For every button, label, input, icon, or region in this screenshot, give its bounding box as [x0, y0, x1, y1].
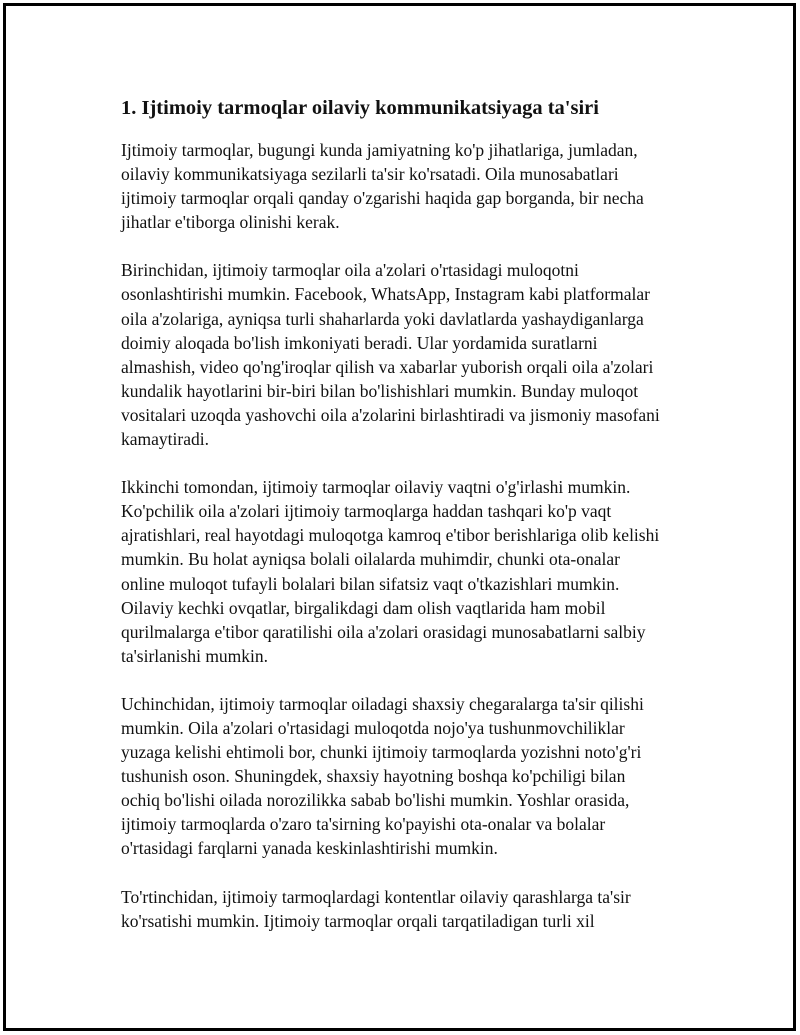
- text-line: mumkin. Oila a'zolari o'rtasidagi muloqotda nojo'ya tushunmovchiliklar: [121, 717, 625, 738]
- text-line: doimiy aloqada bo'lish imkoniyati beradi. Ular yordamida suratlarni: [121, 332, 598, 353]
- paragraph-intro: [121, 138, 696, 234]
- text-line: Ikkinchi tomondan, ijtimoiy tarmoqlar oilaviy vaqtni o'g'irlashi mumkin.: [121, 477, 631, 498]
- text-line: qurilmalarga e'tibor qaratilishi oila a'zolari orasidagi munosabatlarni salbiy: [121, 621, 646, 642]
- text-line: yuzaga kelishi ehtimoli bor, chunki ijtimoiy tarmoqlarda yozishni noto'g'ri: [121, 742, 642, 763]
- text-line: oila a'zolariga, ayniqsa turli shaharlarda yoki davlatlarda yashaydiganlarga: [121, 308, 644, 329]
- text-line: ochiq bo'lishi oilada norozilikka sabab bo'lishi mumkin. Yoshlar orasida,: [121, 790, 630, 811]
- text-line: Uchinchidan, ijtimoiy tarmoqlar oiladagi shaxsiy chegaralarga ta'sir qilishi: [121, 693, 644, 714]
- page-frame: [3, 3, 796, 1031]
- text-line: Birinchidan, ijtimoiy tarmoqlar oila a'zolari o'rtasidagi muloqotni: [121, 260, 579, 281]
- text-line: jihatlar e'tiborga olinishi kerak.: [121, 212, 340, 233]
- text-line: ta'sirlanishi mumkin.: [121, 645, 269, 666]
- text-line: o'rtasidagi farqlarni yanada keskinlashtirishi mumkin.: [121, 838, 498, 859]
- text-line: kundalik hayotlarini bir-biri bilan bo'lishishlari mumkin. Bunday muloqot: [121, 380, 639, 401]
- paragraph-first-point: [121, 258, 696, 451]
- text-line: ajratishlari, real hayotdagi muloqotga kamroq e'tibor berishlariga olib kelishi: [121, 525, 660, 546]
- text-line: mumkin. Bu holat ayniqsa bolali oilalarda muhimdir, chunki ota-onalar: [121, 549, 620, 570]
- document-body: [121, 94, 696, 957]
- paragraph-third-point: [121, 692, 696, 861]
- paragraph-second-point: [121, 475, 696, 668]
- text-line: tushunish oson. Shuningdek, shaxsiy hayotning boshqa ko'pchiligi bilan: [121, 766, 626, 787]
- text-line: Oilaviy kechki ovqatlar, birgalikdagi dam olish vaqtlarida ham mobil: [121, 597, 606, 618]
- text-line: ijtimoiy tarmoqlar orqali qanday o'zgarishi haqida gap borganda, bir necha: [121, 188, 644, 209]
- text-line: Ko'pchilik oila a'zolari ijtimoiy tarmoqlarga haddan tashqari ko'p vaqt: [121, 501, 612, 522]
- text-line: online muloqot tufayli bolalari bilan sifatsiz vaqt o'tkazishlari mumkin.: [121, 573, 620, 594]
- text-line: To'rtinchidan, ijtimoiy tarmoqlardagi kontentlar oilaviy qarashlarga ta'sir: [121, 886, 631, 907]
- text-line: almashish, video qo'ng'iroqlar qilish va xabarlar yuborish orqali oila a'zolari: [121, 356, 654, 377]
- text-line: osonlashtirishi mumkin. Facebook, WhatsApp, Instagram kabi platformalar: [121, 284, 650, 305]
- text-line: Ijtimoiy tarmoqlar, bugungi kunda jamiyatning ko'p jihatlariga, jumladan,: [121, 140, 638, 160]
- text-line: ko'rsatishi mumkin. Ijtimoiy tarmoqlar orqali tarqatiladigan turli xil: [121, 910, 595, 931]
- text-line: oilaviy kommunikatsiyaga sezilarli ta'sir ko'rsatadi. Oila munosabatlari: [121, 164, 619, 185]
- paragraph-fourth-point: [121, 885, 696, 933]
- text-line: ijtimoiy tarmoqlarda o'zaro ta'sirning ko'payishi ota-onalar va bolalar: [121, 814, 606, 835]
- section-heading: 1. Ijtimoiy tarmoqlar oilaviy kommunikatsiyaga ta'siri: [121, 97, 599, 119]
- text-line: kamaytiradi.: [121, 429, 209, 450]
- text-line: vositalari uzoqda yashovchi oila a'zolarini birlashtiradi va jismoniy masofani: [121, 404, 660, 425]
